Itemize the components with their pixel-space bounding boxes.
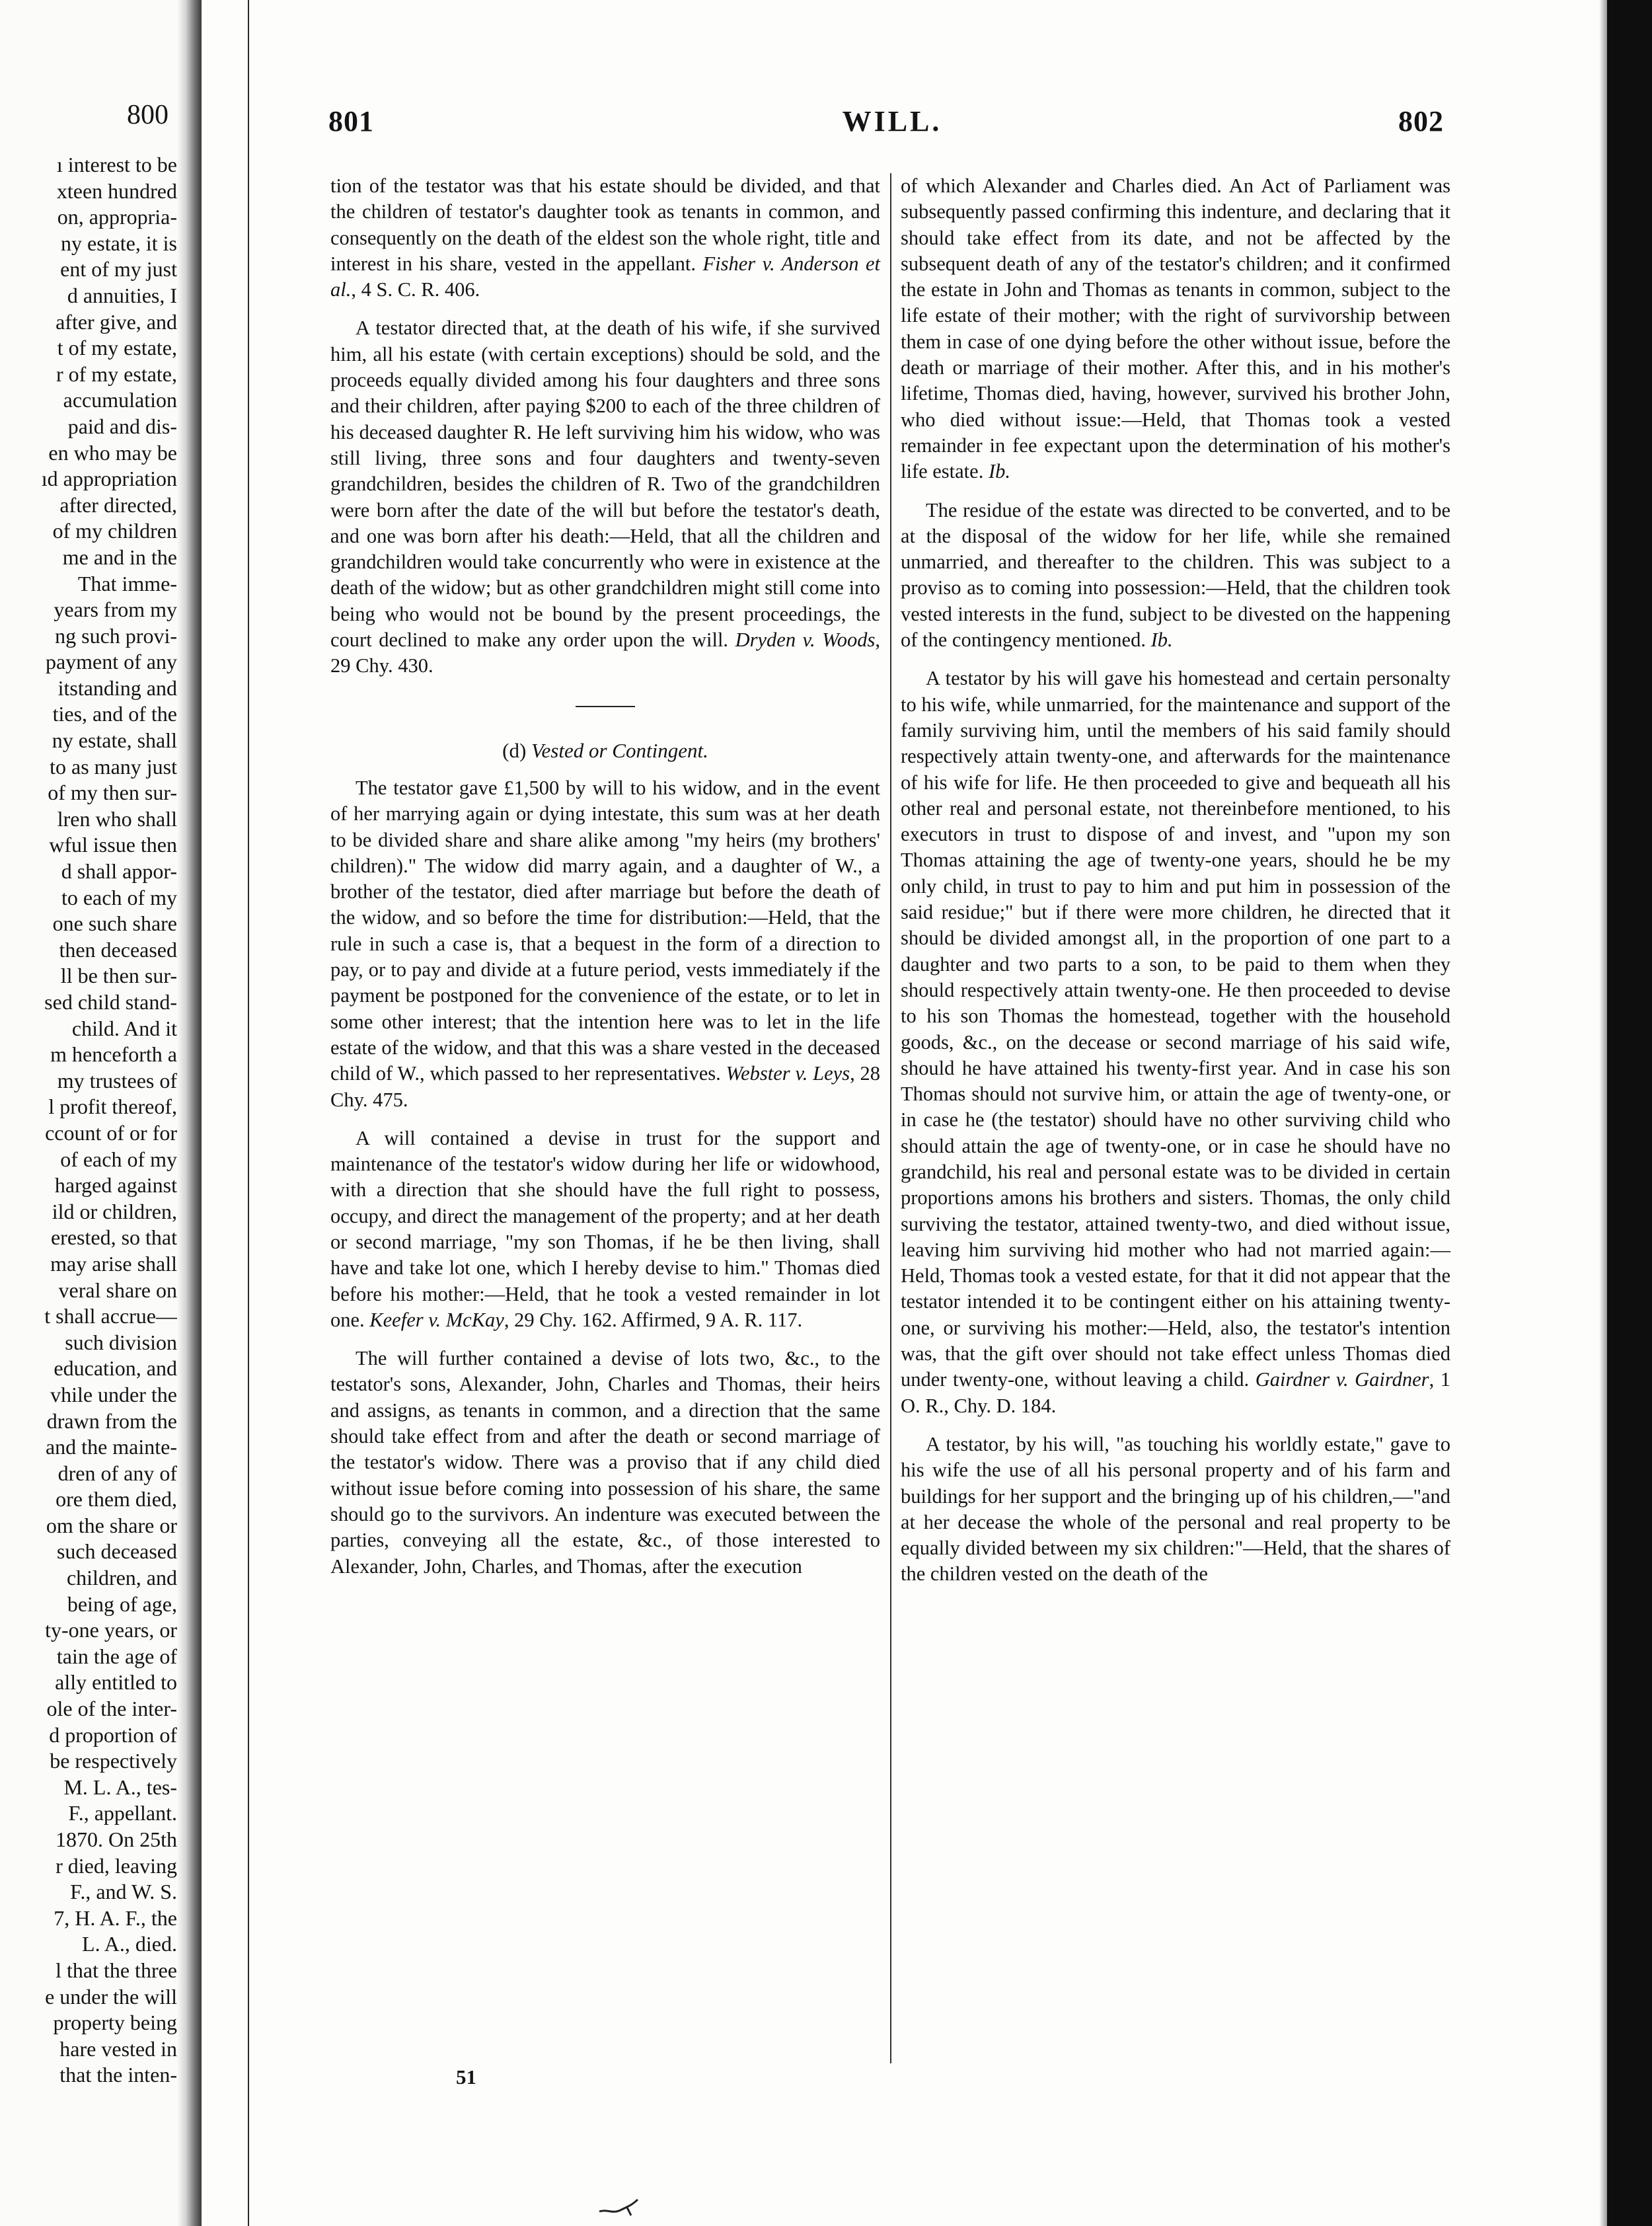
previous-page-line: F., and W. S. [70, 1880, 177, 1904]
section-rule [576, 706, 635, 707]
previous-page-line: tain the age of [56, 1644, 177, 1668]
previous-page-line: ty-one years, or [45, 1618, 177, 1642]
previous-page-line: ll be then sur- [60, 964, 177, 988]
previous-page-line: F., appellant. [68, 1801, 177, 1825]
previous-page-line: child. And it [71, 1016, 177, 1040]
previous-page-line: t shall accrue— [44, 1304, 177, 1328]
previous-page-line: education, and [54, 1356, 177, 1381]
case-name: Keefer v. McKay [369, 1308, 504, 1331]
column-divider [890, 173, 891, 2063]
previous-page-text [0, 152, 177, 2089]
previous-page-line: may arise shall [50, 1251, 177, 1276]
previous-page-line: children, and [66, 1566, 177, 1590]
previous-page-line: dren of any of [57, 1461, 177, 1485]
page-fold-shadow [177, 0, 202, 2226]
previous-page-line: ıd appropriation [41, 467, 177, 491]
previous-page-line: then deceased [59, 937, 177, 962]
previous-page-line: to each of my [61, 885, 177, 909]
previous-page-line: to as many just [50, 754, 177, 779]
previous-page-line: ccount of or for [45, 1120, 177, 1145]
previous-page-line: paid and dis- [67, 414, 177, 438]
case-citation: , 29 Chy. 430. [330, 629, 880, 677]
right-column [901, 173, 1450, 1600]
case-name: Webster v. Leys [726, 1062, 850, 1085]
previous-page-line: ally entitled to [55, 1670, 177, 1695]
previous-page-line: en who may be [48, 440, 177, 465]
previous-page-line: that the inten- [59, 2063, 177, 2087]
previous-page-line: such division [65, 1330, 177, 1354]
case-name: Fisher v. Anderson et al. [330, 252, 880, 301]
previous-page-line: be respectively [50, 1749, 177, 1773]
previous-page-line: xteen hundred [56, 178, 177, 203]
previous-page-line: of each of my [60, 1147, 177, 1171]
previous-page-line: hare vested in [59, 2036, 177, 2061]
previous-page-line: after give, and [56, 309, 177, 334]
previous-page-line: one such share [52, 911, 177, 936]
case-name: Ib. [988, 460, 1010, 483]
previous-page-line: d shall appor- [61, 859, 177, 884]
case-name: Gairdner v. Gairdner [1255, 1368, 1429, 1391]
previous-page-line: 1870. On 25th [56, 1827, 177, 1851]
previous-page-line: ny estate, it is [61, 231, 177, 255]
previous-page-line: and the mainte- [45, 1435, 177, 1459]
previous-page-line: payment of any [45, 650, 177, 674]
previous-page-line: t of my estate, [57, 336, 177, 360]
previous-page-number: 800 [127, 100, 169, 130]
previous-page-line: ore them died, [56, 1487, 177, 1512]
paragraph-dryden-v-woods: A testator directed that, at the death of his wife, if she survived him, all his estate (with certain exceptions) should be sold, and the proceeds equally divided among his four daughters and three sons and their children, after paying $200 to each of the three children of his deceased daughter R. He left surviving him his widow, who was still living, three sons and four daughters and twenty-seven grandchildren, besides the children of R. Two of the grandchildren were born after the date of the will but before the testator's death, and one was born after his death:—Held, that all the children and grandchildren would take concurrently who were in existence at the death of the widow; but as other grandchildren might still come into being who would not be bound by the present proceedings, the court declined to make any order upon the will. Dryden v. Woods, 29 Chy. 430. [330, 317, 880, 677]
previous-page-line: being of age, [67, 1592, 177, 1616]
previous-page-line: e under the will [45, 1984, 177, 2009]
left-column [330, 173, 880, 1592]
previous-page-line: years from my [54, 597, 177, 622]
previous-page-line: accumulation [63, 388, 177, 412]
previous-page-line: me and in the [62, 545, 177, 569]
column-number-right: 802 [1398, 105, 1444, 137]
previous-page-line: of my children [52, 519, 177, 543]
paragraph-keefer-v-mckay: A will contained a devise in trust for the support and maintenance of the testator's widow during her life or widowhood, with a direction that she should have the full right to possess, occupy, and direct the management of the property; and at her death or second marriage, "my son Thomas, if he be then living, shall have and take lot one, which I hereby devise to him." Thomas died before his mother:—Held, that he took a vested remainder in lot one. Keefer v. McKay, 29 Chy. 162. Affirmed, 9 A. R. 117. [330, 1126, 880, 1331]
previous-page-line: ild or children, [52, 1199, 177, 1223]
paragraph-lots-devise: The will further contained a devise of lots two, &c., to the testator's sons, Alexander, John, Charles and Thomas, their heirs and assigns, as tenants in common, and a direction that the same should take effect from and after the death or second marriage of the testator's widow. There was a proviso that if any child died without issue before coming into possession of his share, the same should go to the survivors. An indenture was executed between the parties, conveying all the estate, &c., of those interested to Alexander, John, Charles, and Thomas, after the execution [330, 1347, 880, 1578]
previous-page-line: vhile under the [50, 1382, 177, 1406]
previous-page-line: my trustees of [57, 1068, 177, 1093]
previous-page-line: ties, and of the [52, 702, 177, 726]
previous-page-line: property being [53, 2011, 177, 2035]
paragraph-gairdner-v-gairdner: A testator by his will gave his homestead and certain personalty to his wife, while unmarried, for the maintenance and support of the family surviving him, until the members of his said family should respectively attain twenty-one, and afterwards for the maintenance of his wife for life. He then proceeded to give and bequeath all his other real and personal estate, not thereinbefore mentioned, to his executors in trust to dispose of and invest, and "upon my son Thomas attaining the age of twenty-one years, should he be my only child, in trust to pay to him and put him in possession of the said residue;" but if there were more children, he directed that it should be divided amongst all, in the proportion of one part to a daughter and two parts to a son, to be paid to them when they should respectively attain twenty-one. He then proceeded to devise to his son Thomas the homestead, together with the household goods, &c., on the decease or second marriage of his said wife, should he have attained his twenty-first year. And in case his son Thomas should not survive him, or attain the age of twenty-one, or in case he (the testator) should have no other surviving child who should attain the age of twenty-one, or in case he should have no grandchild, his real and personal estate was to be divided in certain proportions amons his brothers and sisters. Thomas, the only child surviving the testator, attained twenty-two, and died without issue, leaving him surviving hid mother who had not married again:—Held, Thomas took a vested estate, for that it did not appear that the testator intended it to be contingent either on his attaining twenty-one, or surviving his mother:—Held, also, the testator's intention was, that the gift over should not take effect unless Thomas died under twenty-one, without leaving a child. Gairdner v. Gairdner, 1 O. R., Chy. D. 184. [901, 667, 1450, 1417]
paragraph-fisher-v-anderson: tion of the testator was that his estate should be divided, and that the children of testator's daughter took as tenants in common, and consequently on the death of the eldest son the whole right, title and interest in his share, vested in the appellant. Fisher v. Anderson et al., 4 S. C. R. 406. [330, 174, 880, 301]
previous-page-line: ng such provi- [55, 623, 177, 648]
paragraph-residue: The residue of the estate was directed to be converted, and to be at the disposal of the widow for her life, while she remained unmarried, and thereafter to the children. This was subject to a proviso as to coming into possession:—Held, that the children took vested interests in the fund, subject to be divested on the happening of the contingency mentioned. Ib. [901, 498, 1450, 652]
previous-page-line: d proportion of [49, 1722, 177, 1747]
previous-page-line: sed child stand- [44, 990, 177, 1014]
case-citation: , 29 Chy. 162. Affirmed, 9 A. R. 117. [504, 1308, 803, 1331]
case-citation: , 4 S. C. R. 406. [351, 278, 480, 301]
case-name: Dryden v. Woods [735, 629, 876, 652]
previous-page-line: wful issue then [49, 833, 177, 857]
previous-page-line: l profit thereof, [48, 1094, 177, 1119]
previous-page-line: r died, leaving [56, 1853, 177, 1878]
previous-page-line: harged against [54, 1173, 177, 1198]
column-number-left: 801 [328, 105, 374, 137]
previous-page-line: M. L. A., tes- [63, 1775, 177, 1799]
paragraph-worldly-estate: A testator, by his will, "as touching his worldly estate," gave to his wife the use of all his personal property and of his farm and buildings for her support and the bringing up of his children,—"and at her decease the whole of the personal and real property to be equally divided between my six children:"—Held, that the shares of the children vested on the death of the [901, 1432, 1450, 1586]
previous-page-line: veral share on [58, 1278, 177, 1302]
previous-page-line: drawn from the [46, 1408, 177, 1433]
previous-page-line: of my then sur- [48, 781, 177, 805]
case-name: Ib. [1150, 629, 1173, 652]
previous-page-line: such deceased [56, 1539, 177, 1564]
section-heading: (d) Vested or Contingent. [502, 738, 708, 762]
previous-page-line: d annuities, I [67, 283, 177, 307]
previous-page-line: after directed, [59, 492, 177, 517]
previous-page-line: L. A., died. [82, 1932, 177, 1956]
previous-page-line: ent of my just [60, 257, 177, 282]
paragraph-act-of-parliament: of which Alexander and Charles died. An Act of Parliament was subsequently passed confirming this indenture, and declaring that it should take effect from its date, and not be affected by the subsequent death of any of the testator's children; and it confirmed the estate in John and Thomas as tenants in common, subject to the life estate of their mother; with the right of survivorship between them in case of one dying before the other without issue, before the death or marriage of their mother. After this, and in his mother's lifetime, Thomas died, having, however, survived his brother John, who died without issue:—Held, that Thomas took a vested remainder in fee expectant upon the determination of his mother's life estate. Ib. [901, 174, 1450, 483]
case-citation: , 1 O. R., Chy. D. 184. [901, 1368, 1450, 1417]
case-citation: , 28 Chy. 475. [330, 1062, 881, 1111]
previous-page-line: erested, so that [50, 1225, 177, 1250]
previous-page-line: r of my estate, [56, 362, 177, 386]
signature-mark: 51 [456, 2065, 476, 2089]
previous-page-line: ı interest to be [56, 153, 177, 176]
ink-scribble-mark [598, 2192, 644, 2218]
previous-page-line: ole of the inter- [46, 1697, 177, 1721]
previous-page-line: lren who shall [57, 806, 177, 831]
previous-page-line: om the share or [46, 1513, 177, 1537]
previous-page-line: l that the three [56, 1958, 177, 1982]
previous-page-fragment [0, 0, 202, 2226]
previous-page-line: 7, H. A. F., the [54, 1905, 177, 1930]
previous-page-line: That imme- [77, 571, 177, 595]
previous-page-line: m henceforth a [50, 1042, 177, 1067]
previous-page-line: itstanding and [57, 675, 177, 700]
scan-border [1607, 0, 1652, 2226]
previous-page-line: on, appropria- [57, 205, 177, 229]
paragraph-webster-v-leys: The testator gave £1,500 by will to his widow, and in the event of her marrying again or dying intestate, this sum was at her death to be divided share and share alike among "my heirs (my brothers' children)." The widow did marry again, and a daughter of W., a brother of the testator, died after marriage but before the death of the widow, and so before the time for distribution:—Held, that the rule in such a case is, that a bequest in the form of a direction to pay, or to pay and divide at a future period, vests immediately if the payment be postponed for the convenience of the estate, or to let in some other interest; that the intention here was to let in the life estate of the widow, and that this was a share vested in the deceased child of W., which passed to her representatives. Webster v. Leys, 28 Chy. 475. [330, 776, 881, 1111]
running-title: WILL. [842, 105, 942, 137]
previous-page-line: ny estate, shall [52, 728, 177, 753]
